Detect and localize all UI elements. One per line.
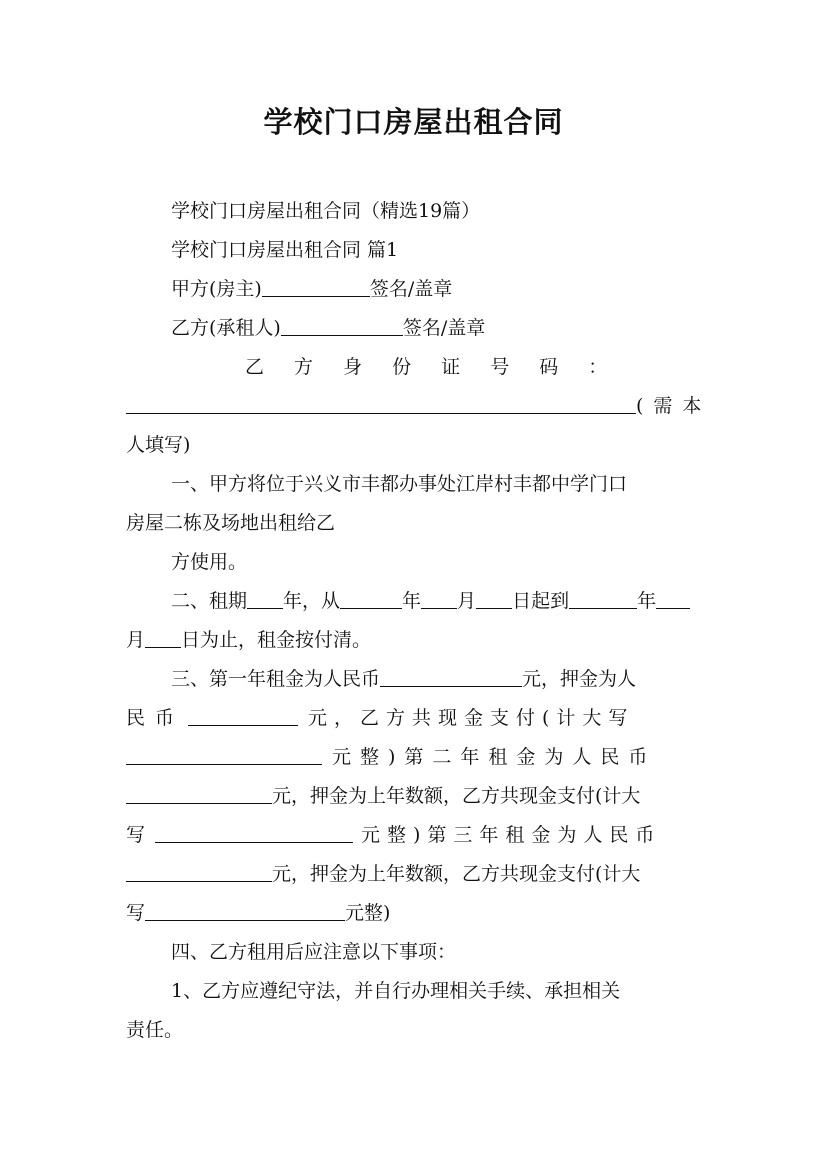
blank-line: [126, 781, 272, 804]
blank-line: [126, 391, 636, 414]
blank-line: [247, 586, 283, 609]
clause-3-text: 民币: [126, 707, 185, 729]
blank-line: [188, 703, 298, 726]
clause-3-text: 元整)第三年租金为人民币: [361, 824, 662, 846]
section-heading: 学校门口房屋出租合同 篇1: [171, 239, 399, 261]
clause-3-text: 写: [126, 902, 146, 924]
clause-2-line-1: [171, 586, 701, 616]
party-b-line: [171, 313, 701, 343]
clause-3-text: 写: [126, 824, 146, 846]
id-note-end: 人填写): [126, 434, 191, 456]
party-a-label: 甲方(房主): [171, 278, 262, 300]
clause-4-item-1-line-2: 责任。: [126, 1019, 184, 1041]
clause-2-text: 日起到: [512, 590, 570, 612]
clause-2-text: 二、租期: [171, 590, 248, 612]
clause-3-line-1: [171, 664, 701, 694]
blank-line: [380, 664, 522, 687]
party-a-line: [171, 274, 701, 304]
clause-2-text: 日为止，租金按付清。: [181, 629, 372, 651]
clause-1-line-1: 一、甲方将位于兴义市丰都办事处江岸村丰都中学门口: [171, 473, 628, 495]
clause-3-text: 元整)第二年租金为人民币: [332, 746, 657, 768]
document-title: 学校门口房屋出租合同: [263, 105, 564, 139]
clause-2-text: 年，从: [283, 590, 341, 612]
clause-3-line-2: [126, 703, 701, 733]
party-b-label: 乙方(承租人): [171, 317, 281, 339]
clause-2-text: 年: [637, 590, 657, 612]
blank-line: [126, 742, 322, 765]
id-note-start: (需本: [636, 395, 712, 417]
blank-line: [281, 313, 403, 336]
blank-line: [476, 586, 512, 609]
clause-2-text: 月: [126, 629, 146, 651]
blank-line: [262, 274, 370, 297]
clause-2-text: 月: [457, 590, 477, 612]
blank-line: [421, 586, 457, 609]
clause-3-text: 元，押金为上年数额，乙方共现金支付(计大: [272, 863, 641, 885]
clause-1-line-2: 房屋二栋及场地出租给乙: [126, 512, 336, 534]
blank-line: [155, 820, 353, 843]
signature-label: 签名/盖章: [402, 317, 486, 339]
clause-2-text: 年: [402, 590, 422, 612]
blank-line: [656, 586, 690, 609]
clause-3-line-3: [126, 742, 701, 772]
clause-4-heading: 四、乙方租用后应注意以下事项：: [171, 941, 457, 963]
clause-3-line-7: [126, 898, 701, 928]
subtitle-line: 学校门口房屋出租合同（精选19篇）: [171, 200, 481, 222]
clause-3-text: 元，押金为上年数额，乙方共现金支付(计大: [272, 785, 641, 807]
blank-line: [145, 625, 181, 648]
blank-line: [145, 898, 345, 921]
clause-3-text: 元，乙方共现金支付(计大写: [308, 707, 635, 729]
blank-line: [340, 586, 402, 609]
clause-3-text: 元，押金为人: [522, 668, 637, 690]
blank-line: [126, 859, 272, 882]
clause-4-item-1-line-1: 1、乙方应遵纪守法，并自行办理相关手续、承担相关: [171, 980, 621, 1002]
id-number-label: 乙 方 身 份 证 号 码 ：: [245, 356, 608, 378]
clause-3-line-6: [126, 859, 701, 889]
clause-1-line-3: 方使用。: [171, 551, 248, 573]
clause-2-line-2: [126, 625, 701, 655]
blank-line: [569, 586, 637, 609]
clause-3-line-4: [126, 781, 701, 811]
clause-3-line-5: [126, 820, 701, 850]
signature-label: 签名/盖章: [369, 278, 453, 300]
id-number-line: [126, 391, 712, 421]
clause-3-text: 三、第一年租金为人民币: [171, 668, 381, 690]
clause-3-text: 元整): [345, 902, 391, 924]
